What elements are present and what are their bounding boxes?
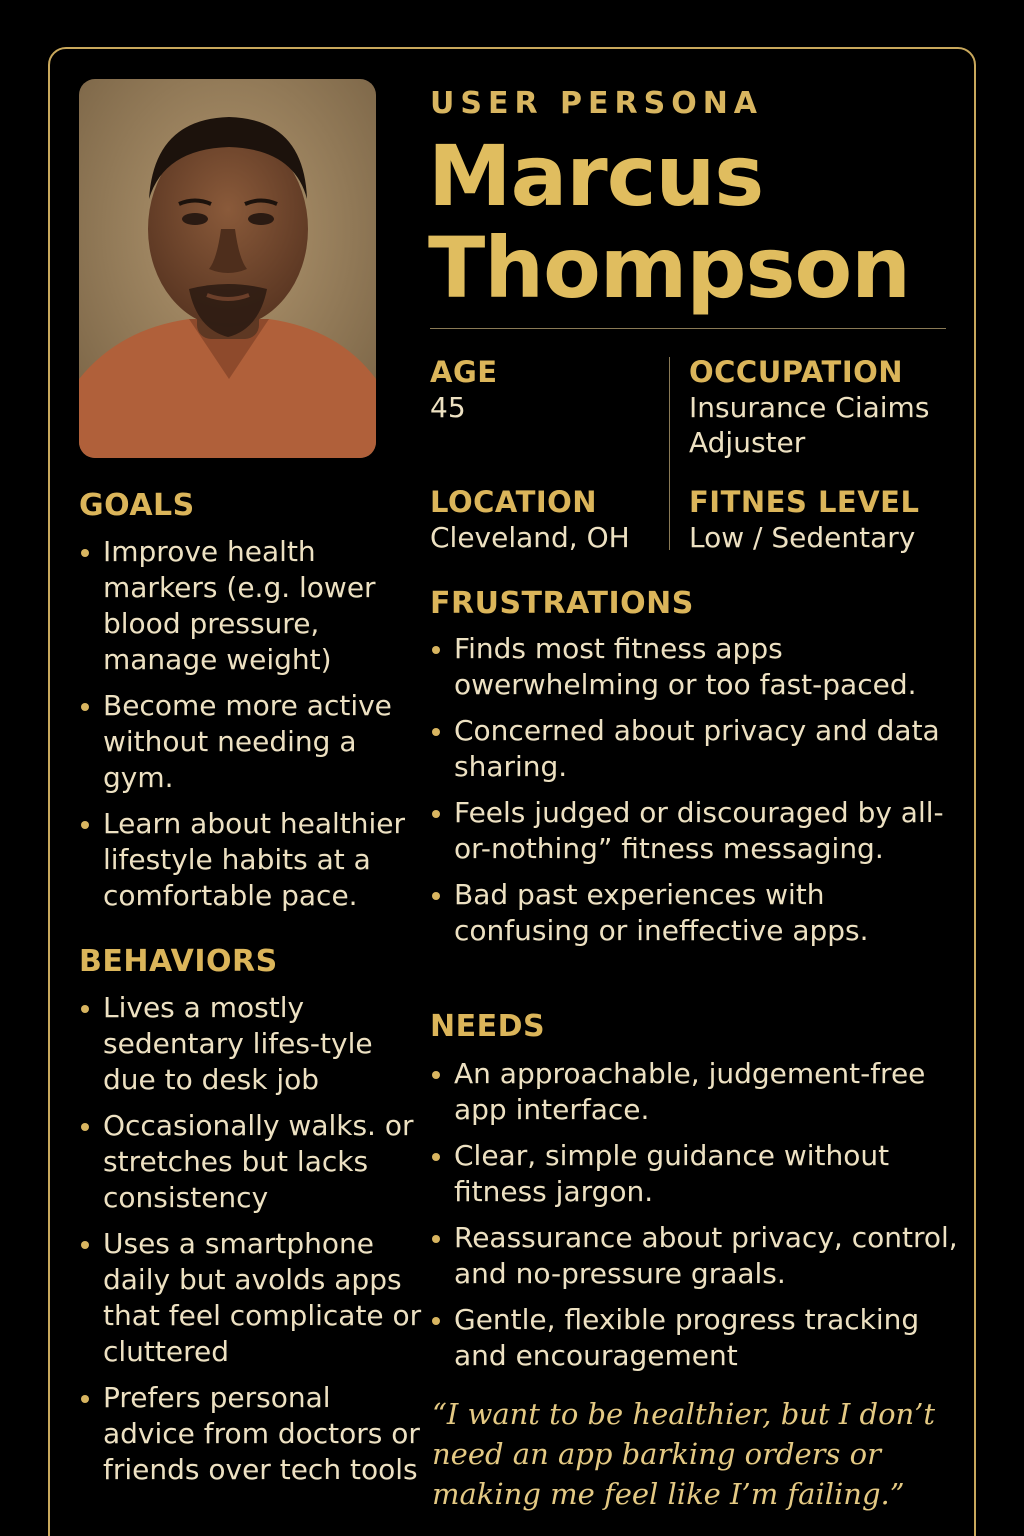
list-item: Lives a mostly sedentary lifes-tyle due to desk job — [79, 990, 424, 1098]
persona-last-name: Thompson — [428, 219, 910, 317]
list-item: Learn about healthier lifestyle habits at a comfortable pace. — [79, 806, 424, 914]
profile-column-divider — [669, 357, 670, 550]
persona-photo — [79, 79, 376, 458]
list-item: Bad past experiences with confusing or ineffective apps. — [430, 877, 966, 949]
list-item: Clear, simple guidance without fitness jargon. — [430, 1138, 966, 1210]
frustrations-list — [430, 631, 966, 959]
goals-list — [79, 534, 424, 924]
goals-heading: GOALS — [79, 488, 195, 523]
persona-name — [428, 127, 988, 317]
occupation-field — [689, 356, 959, 460]
persona-quote: “I want to be healthier, but I don’t need an app barking orders or making me feel like I’m failing.” — [432, 1397, 936, 1511]
list-item: Concerned about privacy and data sharing. — [430, 713, 966, 785]
list-item: Prefers personal advice from doctors or friends over tech tools — [79, 1380, 424, 1488]
fitness-label: FITNES LEVEL — [689, 485, 920, 519]
location-label: LOCATION — [430, 485, 598, 519]
list-item: Reassurance about privacy, control, and no-pressure graals. — [430, 1220, 966, 1292]
list-item: An approachable, judgement-free app interface. — [430, 1056, 966, 1128]
occupation-value: Insurance Ciaims Adjuster — [689, 391, 930, 459]
behaviors-list — [79, 990, 424, 1498]
fitness-field — [689, 486, 979, 555]
location-field — [430, 486, 665, 555]
list-item: Uses a smartphone daily but avolds apps that feel complicate or cluttered — [79, 1226, 424, 1370]
persona-first-name: Marcus — [428, 127, 764, 225]
fitness-value: Low / Sedentary — [689, 521, 916, 554]
age-field — [430, 356, 660, 425]
age-label: AGE — [430, 355, 498, 389]
list-item: Finds most fitness apps owerwhelming or too fast-paced. — [430, 631, 966, 703]
occupation-label: OCCUPATION — [689, 355, 904, 389]
persona-portrait-icon — [79, 79, 376, 458]
list-item: Feels judged or discouraged by all-or-nothing” fitness messaging. — [430, 795, 966, 867]
frustrations-heading: FRUSTRATIONS — [430, 586, 694, 621]
needs-heading: NEEDS — [430, 1009, 546, 1044]
needs-list — [430, 1056, 966, 1384]
age-value: 45 — [430, 391, 466, 424]
list-item: Gentle, flexible progress tracking and encouragement — [430, 1302, 966, 1374]
location-value: Cleveland, OH — [430, 521, 630, 554]
persona-eyebrow: USER PERSONA — [430, 86, 764, 121]
header-divider — [430, 328, 946, 329]
behaviors-heading: BEHAVIORS — [79, 944, 278, 979]
list-item: Improve health markers (e.g. lower blood pressure, manage weight) — [79, 534, 424, 678]
list-item: Occasionally walks. or stretches but lacks consistency — [79, 1108, 424, 1216]
list-item: Become more active without needing a gym. — [79, 688, 424, 796]
